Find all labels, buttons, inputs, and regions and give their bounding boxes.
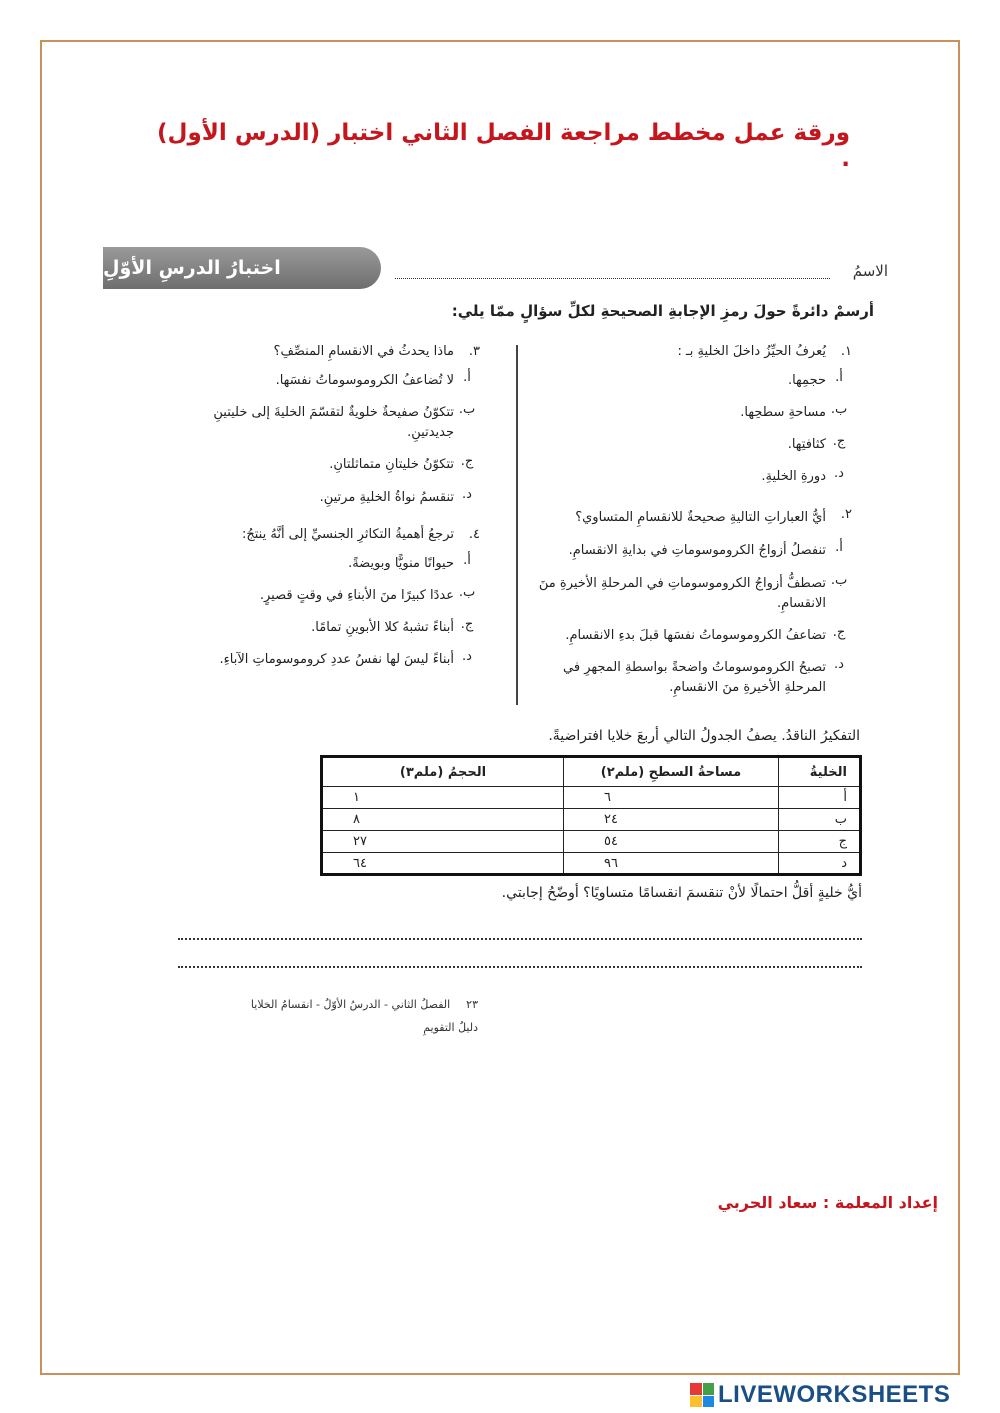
question-2-option-c[interactable]: ج. تضاعفُ الكروموسوماتُ نفسَها قبلَ بدءِ الانقسامِ. <box>565 624 846 643</box>
question-4-option-d[interactable]: د. أبناءً ليسَ لها نفسُ عددِ كروموسوماتِ الآباءِ. <box>219 649 472 668</box>
table-header-cell: الخليةُ <box>779 757 861 787</box>
question-4: ٤. ترجعُ أهميةُ التكاثرِ الجنسيِّ إلى أنَّهُ ينتجُ: <box>241 526 480 542</box>
question-3-option-a[interactable]: أ. لا تُضاعفُ الكروموسوماتُ نفسَها. <box>275 370 471 388</box>
question-1-option-c[interactable]: ج. كثافتِها. <box>787 434 846 453</box>
question-3-option-d[interactable]: د. تنقسمُ نواةُ الخليةِ مرتينِ. <box>319 486 472 505</box>
column-divider <box>516 345 518 705</box>
name-label: الاسمُ <box>852 262 888 280</box>
table-row: ج ٥٤ ٢٧ <box>322 831 861 853</box>
teacher-credit: إعداد المعلمة : سعاد الحربي <box>717 1193 938 1212</box>
liveworksheets-logo[interactable] <box>690 1380 950 1410</box>
answer-line-1[interactable] <box>178 938 862 940</box>
table-row: ب ٢٤ ٨ <box>322 809 861 831</box>
question-4-option-a[interactable]: أ. حيوانًا منويًّا وبويضةً. <box>348 552 471 571</box>
liveworksheets-wordmark: LIVEWORKSHEETS <box>718 1381 951 1408</box>
answer-line-2[interactable] <box>178 966 862 968</box>
table-header-row <box>322 757 861 787</box>
instructions: أرسمْ دائرةً حولَ رمزِ الإجابةِ الصحيحةِ لكلِّ سؤالٍ ممّا يلي: <box>451 302 874 320</box>
question-1-option-d[interactable]: د. دورةِ الخليةِ. <box>761 466 844 485</box>
chapter-reference: الفصلُ الثاني - الدرسُ الأوّلُ - انقسامُ الخلايا <box>250 998 451 1011</box>
table-header-volume: الحجمُ (ملم٣) <box>322 757 564 787</box>
page-title: ورقة عمل مخطط مراجعة الفصل الثاني اختبار (الدرس الأول) . <box>157 120 850 172</box>
question-3-option-b[interactable]: ب. تتكوّنُ صفيحةٌ خلويةٌ لتقسّمَ الخليةَ إلى خليتينِ جديدتينِ. <box>213 402 476 441</box>
question-1: ١. يُعرفُ الحيِّزُ داخلَ الخليةِ بـ : <box>677 344 852 359</box>
question-1-option-a[interactable]: أ. حجمِها. <box>787 370 843 388</box>
table-header-surface-area: مساحةُ السطحِ (ملم٢) <box>564 757 779 787</box>
question-2-option-a[interactable]: أ. تنفصلُ أزواجُ الكروموسوماتِ في بدايةِ الانقسامِ. <box>568 540 843 559</box>
page-number: ٢٣ <box>466 998 478 1011</box>
table-row: أ ٦ ١ <box>322 787 861 809</box>
liveworksheets-icon <box>690 1383 714 1407</box>
question-2: ٢. أيُّ العباراتِ التاليةِ صحيحةٌ للانقسامِ المتساوي؟ <box>575 506 852 525</box>
question-2-option-b[interactable]: ب. تصطفُّ أزواجُ الكروموسوماتِ في المرحلةِ الأخيرةِ منَ الانقسامِ. <box>538 572 848 611</box>
question-1-option-b[interactable]: ب. مساحةِ سطحِها. <box>740 402 848 421</box>
question-3: ٣. ماذا يحدثُ في الانقسامِ المنصِّفِ؟ <box>273 344 480 359</box>
footer-reference <box>178 998 478 1034</box>
question-column-left <box>190 345 480 682</box>
question-4-option-b[interactable]: ب. عددًا كبيرًا منَ الأبناءِ في وقتٍ قصيرٍ. <box>259 584 476 603</box>
question-column-right <box>532 345 852 710</box>
lesson-test-banner: اختبارُ الدرسِ الأوّلِ <box>103 247 381 289</box>
question-2-option-d[interactable]: د. تصبحُ الكروموسوماتُ واضحةً بواسطةِ المجهرِ في المرحلةِ الأخيرةِ منَ الانقسامِ. <box>563 656 844 696</box>
name-field[interactable] <box>395 278 830 279</box>
critical-thinking-question: أيُّ خليةٍ أقلُّ احتمالًا لأنْ تنقسمَ انقسامًا متساويًا؟ أوضّحُ إجابتي. <box>501 885 862 901</box>
cells-table <box>320 755 862 876</box>
question-3-option-c[interactable]: ج. تتكوّنُ خليتانِ متماثلتانِ. <box>329 454 474 473</box>
table-row: د ٩٦ ٦٤ <box>322 853 861 875</box>
question-4-option-c[interactable]: ج. أبناءً تشبهُ كلا الأبوينِ تمامًا. <box>311 616 474 635</box>
critical-thinking-intro: التفكيرُ الناقدُ. يصفُ الجدولُ التالي أربعَ خلايا افتراضيةً. <box>548 728 860 744</box>
assessment-guide: دليلُ التقويمِ <box>423 1021 478 1034</box>
